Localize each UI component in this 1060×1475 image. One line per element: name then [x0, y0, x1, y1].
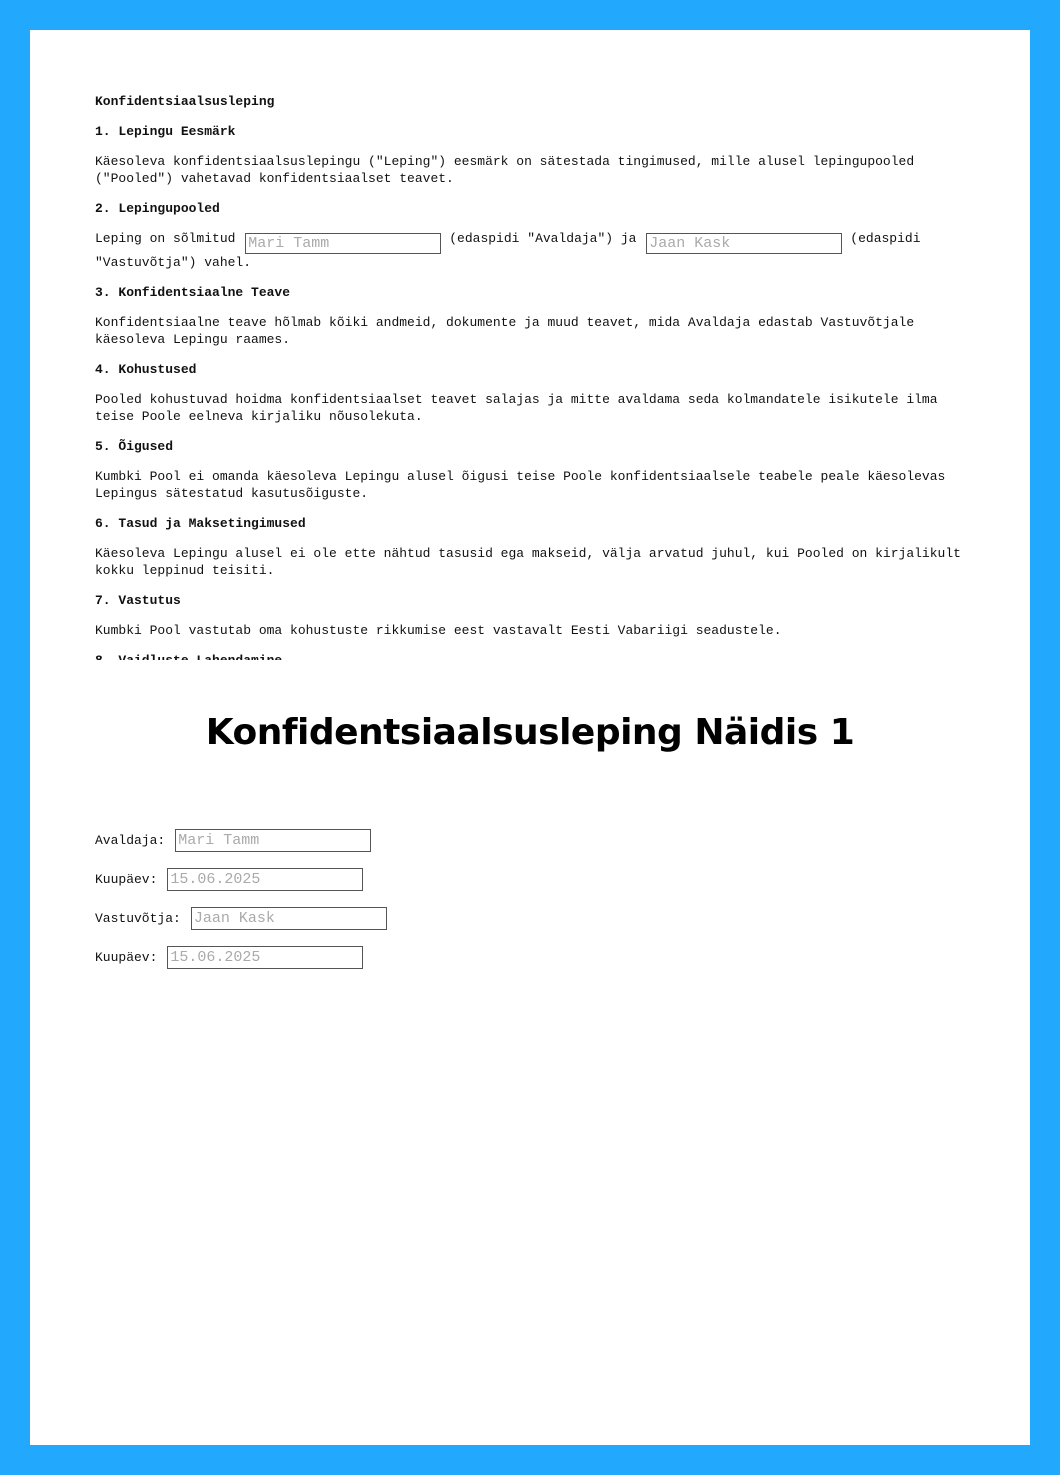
signature-label: Vastuvõtja:: [95, 911, 181, 926]
section-heading: 4. Kohustused: [95, 362, 197, 377]
section-heading: 7. Vastutus: [95, 593, 181, 608]
signature-block: [95, 830, 387, 986]
section-text: Käesoleva konfidentsiaalsuslepingu ("Leping") eesmärk on sätestada tingimused, mille alusel lepingupooled ("Pooled") vahetavad konfidentsiaalset teavet.: [95, 154, 915, 186]
signature-label: Avaldaja:: [95, 833, 166, 848]
section-heading: 2. Lepingupooled: [95, 201, 220, 216]
signature-row: [95, 947, 387, 968]
parties-text-c: (edaspidi "Vastuvõtja") vahel.: [95, 231, 921, 270]
document-body-clip: [30, 30, 1030, 660]
parties-text-b: (edaspidi "Avaldaja") ja: [449, 231, 637, 246]
section-text: Kumbki Pool ei omanda käesoleva Lepingu alusel õigusi teise Poole konfidentsiaalsele teabele peale käesolevas Lepingus sätestatud kasutusõiguste.: [95, 469, 946, 501]
signature-row: [95, 830, 387, 851]
section-text: Konfidentsiaalne teave hõlmab kõiki andmeid, dokumente ja muud teavet, mida Avaldaja edastab Vastuvõtjale käesoleva Lepingu raames.: [95, 315, 915, 347]
section-text: Käesoleva Lepingu alusel ei ole ette nähtud tasusid ega makseid, välja arvatud juhul, kui Pooled on kirjalikult kokku leppinud teisiti.: [95, 546, 961, 578]
signature-label: Kuupäev:: [95, 872, 158, 887]
document-body: [95, 93, 965, 682]
signature-row: [95, 869, 387, 890]
section-heading: 5. Õigused: [95, 439, 174, 454]
discloser-date-field[interactable]: 15.06.2025: [167, 868, 363, 891]
section-heading: 6. Tasud ja Maksetingimused: [95, 516, 306, 531]
section-text: Pooled kohustuvad hoidma konfidentsiaalset teavet salajas ja mitte avaldama seda kolmandatele isikutele ilma teise Poole eelneva kirjaliku nõusolekuta.: [95, 392, 938, 424]
section-text: Kumbki Pool vastutab oma kohustuste rikkumise eest vastavalt Eesti Vabariigi seadustele.: [95, 623, 782, 638]
recipient-name-field[interactable]: Jaan Kask: [646, 233, 842, 254]
signature-label: Kuupäev:: [95, 950, 158, 965]
parties-text-a: Leping on sõlmitud: [95, 231, 236, 246]
discloser-name-field[interactable]: Mari Tamm: [245, 233, 441, 254]
document-page: [30, 30, 1030, 1445]
banner-title: Konfidentsiaalsusleping Näidis 1: [205, 711, 855, 753]
signature-row: [95, 908, 387, 929]
recipient-date-field[interactable]: 15.06.2025: [167, 946, 363, 969]
section-heading: 3. Konfidentsiaalne Teave: [95, 285, 291, 300]
discloser-signature-field[interactable]: Mari Tamm: [175, 829, 371, 852]
recipient-signature-field[interactable]: Jaan Kask: [191, 907, 387, 930]
title-banner: [30, 660, 1030, 814]
section-heading: 1. Lepingu Eesmärk: [95, 124, 236, 139]
parties-paragraph: [95, 230, 965, 271]
document-title: Konfidentsiaalsusleping: [95, 94, 275, 109]
